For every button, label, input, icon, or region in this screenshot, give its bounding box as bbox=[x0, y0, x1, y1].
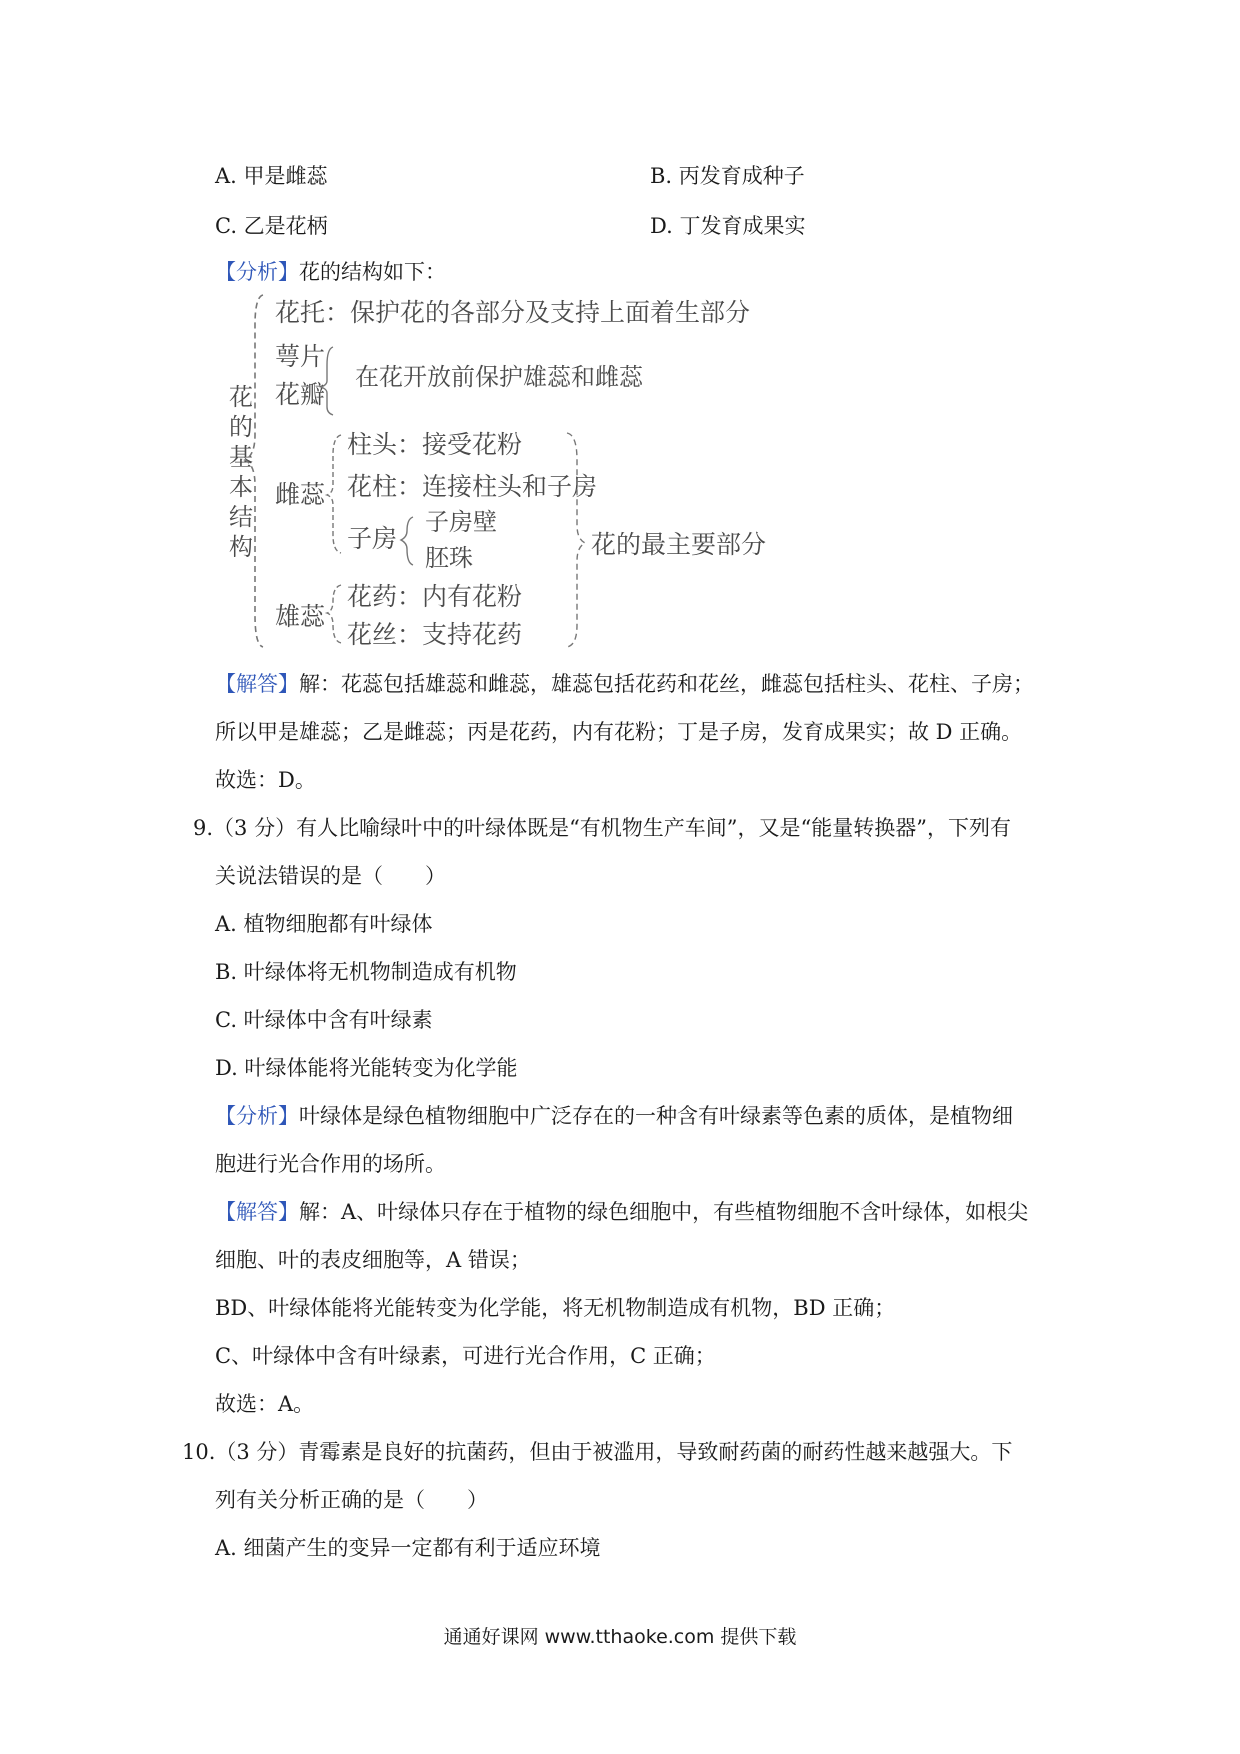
zhutou-label: 柱头：接受花粉 bbox=[347, 430, 523, 459]
q9-answer-line2: 细胞、叶的表皮细胞等，A 错误； bbox=[215, 1248, 531, 1272]
q10-option-a: A. 细菌产生的变异一定都有利于适应环境 bbox=[215, 1536, 601, 1560]
q9-option-b: B. 叶绿体将无机物制造成有机物 bbox=[215, 960, 517, 984]
q9-answer-line3: BD、叶绿体能将光能转变为化学能，将无机物制造成有机物，BD 正确； bbox=[215, 1296, 896, 1320]
q8-option-d: D. 丁发育成果实 bbox=[650, 214, 806, 238]
q9-stem-line1: 9.（3 分）有人比喻绿叶中的叶绿体既是“有机物生产车间”，又是“能量转换器”，下列有 bbox=[193, 816, 1012, 840]
huatuo-label: 花托：保护花的各部分及支持上面着生部分 bbox=[275, 298, 751, 327]
root-char: 花 bbox=[229, 383, 253, 411]
q9-stem-line2: 关说法错误的是（ ） bbox=[215, 864, 446, 888]
cirui-label: 雌蕊 bbox=[275, 480, 326, 509]
q8-analysis bbox=[215, 258, 446, 286]
q10-stem-line2: 列有关分析正确的是（ ） bbox=[215, 1488, 488, 1512]
epian-label: 萼片 bbox=[275, 342, 326, 371]
root-char: 基 bbox=[229, 443, 253, 471]
main-part-brace bbox=[567, 433, 585, 647]
q9-analysis-line1 bbox=[215, 1102, 1013, 1130]
answer-text: 解：花蕊包括雄蕊和雌蕊，雄蕊包括花药和花丝，雌蕊包括柱头、花柱、子房； bbox=[299, 672, 1034, 696]
q9-analysis-line2: 胞进行光合作用的场所。 bbox=[215, 1152, 446, 1176]
page-footer: 通通好课网 www.tthaoke.com 提供下载 bbox=[443, 1626, 797, 1648]
xiongrui-label: 雄蕊 bbox=[275, 602, 326, 631]
q9-option-c: C. 叶绿体中含有叶绿素 bbox=[215, 1008, 433, 1032]
protect-label: 在花开放前保护雄蕊和雌蕊 bbox=[355, 363, 643, 391]
q8-option-a: A. 甲是雌蕊 bbox=[215, 164, 328, 188]
ovary-brace bbox=[401, 517, 413, 565]
analysis-text: 叶绿体是绿色植物细胞中广泛存在的一种含有叶绿素等色素的质体，是植物细 bbox=[299, 1104, 1013, 1128]
q9-option-d: D. 叶绿体能将光能转变为化学能 bbox=[215, 1056, 518, 1080]
q9-answer-line4: C、叶绿体中含有叶绿素，可进行光合作用，C 正确； bbox=[215, 1344, 716, 1368]
zifang-label: 子房 bbox=[347, 524, 398, 553]
analysis-text: 花的结构如下： bbox=[299, 260, 446, 284]
answer-text: 解：A、叶绿体只存在于植物的绿色细胞中，有些植物细胞不含叶绿体，如根尖 bbox=[299, 1200, 1029, 1224]
q8-answer-line1 bbox=[215, 670, 1034, 698]
q9-choice: 故选：A。 bbox=[215, 1392, 315, 1416]
q8-answer-line2: 所以甲是雄蕊；乙是雌蕊；丙是花药，内有花粉；丁是子房，发育成果实；故 D 正确。 bbox=[215, 720, 1023, 744]
huayao-label: 花药：内有花粉 bbox=[347, 582, 523, 611]
analysis-tag: 【分析】 bbox=[215, 260, 299, 284]
q8-option-b: B. 丙发育成种子 bbox=[650, 164, 805, 188]
huasi-label: 花丝：支持花药 bbox=[347, 620, 523, 649]
main-part-label: 花的最主要部分 bbox=[591, 530, 767, 559]
zifangbi-label: 子房壁 bbox=[425, 508, 497, 536]
analysis-tag: 【分析】 bbox=[215, 1104, 299, 1128]
answer-tag: 【解答】 bbox=[215, 1200, 299, 1224]
peizhu-label: 胚珠 bbox=[425, 544, 473, 572]
q9-answer-line1 bbox=[215, 1198, 1028, 1226]
root-char: 结 bbox=[229, 503, 253, 531]
q9-option-a: A. 植物细胞都有叶绿体 bbox=[215, 912, 433, 936]
q10-stem-line1: 10.（3 分）青霉素是良好的抗菌药，但由于被滥用，导致耐药菌的耐药性越来越强大。下 bbox=[182, 1440, 1013, 1464]
root-char: 构 bbox=[229, 533, 253, 561]
pistil-brace bbox=[327, 435, 341, 553]
root-brace bbox=[245, 295, 263, 647]
root-char: 本 bbox=[229, 473, 253, 501]
q8-option-c: C. 乙是花柄 bbox=[215, 214, 328, 238]
flower-structure-diagram bbox=[215, 285, 875, 665]
huaban-label: 花瓣 bbox=[275, 380, 326, 409]
q8-choice: 故选：D。 bbox=[215, 768, 316, 792]
root-char: 的 bbox=[229, 413, 253, 441]
stamen-brace bbox=[327, 585, 341, 643]
root-label bbox=[229, 383, 253, 561]
answer-tag: 【解答】 bbox=[215, 672, 299, 696]
huazhu-label: 花柱：连接柱头和子房 bbox=[347, 472, 598, 501]
